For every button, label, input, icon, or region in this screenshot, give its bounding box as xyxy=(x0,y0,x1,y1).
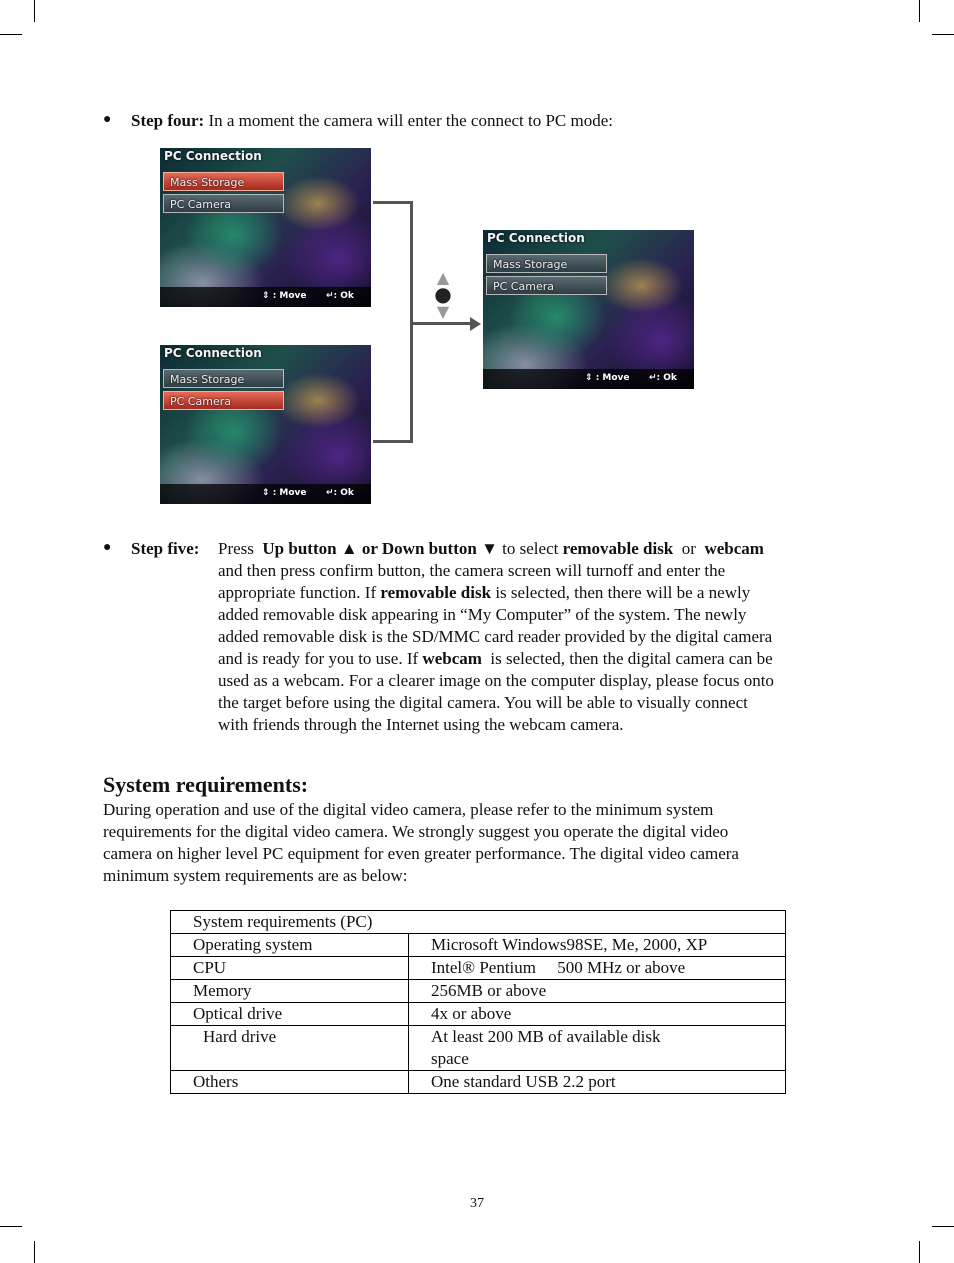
webcam-term: webcam xyxy=(704,539,764,558)
value-line: space xyxy=(431,1049,469,1068)
ok-hint: ↵: Ok xyxy=(326,291,354,301)
removable-disk-term: removable disk xyxy=(380,583,492,602)
page-number: 37 xyxy=(470,1196,484,1211)
requirement-item: Optical drive xyxy=(171,1003,409,1026)
camera-screen-default xyxy=(483,230,694,389)
paragraph-line: minimum system requirements are as below: xyxy=(103,866,408,885)
ok-label: : Ok xyxy=(333,488,354,498)
crop-mark xyxy=(932,34,954,35)
step-five-label: Step five: xyxy=(131,539,200,558)
paragraph-line: camera on higher level PC equipment for even greater performance. The digital video camera xyxy=(103,844,739,863)
step-five-line xyxy=(218,582,868,604)
paragraph-line: During operation and use of the digital video camera, please refer to the minimum system xyxy=(103,800,714,819)
mass-storage-option: Mass Storage xyxy=(163,369,284,388)
crop-mark xyxy=(0,34,22,35)
line-part: is selected, then there will be a newly xyxy=(495,583,751,602)
requirement-item: Others xyxy=(171,1071,409,1094)
crop-mark xyxy=(0,1226,22,1227)
step-five-line: used as a webcam. For a clearer image on the computer display, please focus onto xyxy=(218,671,774,690)
bullet: ● xyxy=(103,540,112,555)
requirement-value: 4x or above xyxy=(409,1003,786,1026)
requirement-item: Hard drive xyxy=(171,1026,409,1071)
requirement-item: Memory xyxy=(171,980,409,1003)
system-requirements-paragraph xyxy=(103,799,739,887)
step-five-line: added removable disk is the SD/MMC card reader provided by the digital camera xyxy=(218,627,773,646)
screen-title: PC Connection xyxy=(487,231,585,245)
removable-disk-term: removable disk xyxy=(562,539,674,558)
arrow-right-icon xyxy=(470,317,481,331)
bullet: ● xyxy=(103,112,112,127)
requirement-value xyxy=(409,1026,786,1071)
screen-footer xyxy=(160,287,371,307)
crop-mark xyxy=(919,1241,920,1263)
table-row xyxy=(171,1071,786,1094)
requirement-value: Intel® Pentium 500 MHz or above xyxy=(409,957,786,980)
pc-camera-option: PC Camera xyxy=(163,391,284,410)
table-header: System requirements (PC) xyxy=(171,911,786,934)
crop-mark xyxy=(34,1241,35,1263)
move-label: : Move xyxy=(595,373,630,383)
table-row xyxy=(171,934,786,957)
requirement-value: 256MB or above xyxy=(409,980,786,1003)
or-text: or xyxy=(681,539,696,558)
paragraph-line: requirements for the digital video camera. We strongly suggest you operate the digital video xyxy=(103,822,729,841)
camera-screen-mass-storage xyxy=(160,148,371,307)
value-line: At least 200 MB of available disk xyxy=(431,1027,661,1046)
step-five-line: added removable disk appearing in “My Computer” of the system. The newly xyxy=(218,605,747,624)
move-label: : Move xyxy=(272,488,307,498)
connector-line xyxy=(413,322,471,325)
screen-title: PC Connection xyxy=(164,149,262,163)
up-down-buttons-text: Up button ▲ or Down button ▼ xyxy=(262,539,498,558)
table-row xyxy=(171,980,786,1003)
step-four-line xyxy=(131,110,613,132)
ok-label: : Ok xyxy=(333,291,354,301)
ok-hint: ↵: Ok xyxy=(649,373,677,383)
screen-footer xyxy=(160,484,371,504)
webcam-term: webcam xyxy=(422,649,482,668)
line-part: and is ready for you to use. If xyxy=(218,649,419,668)
ok-hint: ↵: Ok xyxy=(326,488,354,498)
step-five-body xyxy=(218,560,868,736)
crop-mark xyxy=(919,0,920,22)
table-header-row xyxy=(171,911,786,934)
up-arrow-icon: ▲ xyxy=(436,268,450,287)
system-requirements-heading: System requirements: xyxy=(103,772,309,797)
to-select-text: to select xyxy=(502,539,559,558)
step-five-first-line xyxy=(218,538,764,560)
table-row xyxy=(171,1026,786,1071)
connector-line xyxy=(373,440,413,443)
requirement-item: Operating system xyxy=(171,934,409,957)
ok-label: : Ok xyxy=(656,373,677,383)
requirement-item: CPU xyxy=(171,957,409,980)
requirement-value: Microsoft Windows98SE, Me, 2000, XP xyxy=(409,934,786,957)
step-five-line: with friends through the Internet using the webcam camera. xyxy=(218,715,624,734)
press-text: Press xyxy=(218,539,254,558)
system-requirements-table xyxy=(170,910,786,1094)
line-part: appropriate function. If xyxy=(218,583,377,602)
move-hint: ⇕ : Move xyxy=(262,291,307,301)
mass-storage-option: Mass Storage xyxy=(486,254,607,273)
pc-camera-option: PC Camera xyxy=(163,194,284,213)
pc-camera-option: PC Camera xyxy=(486,276,607,295)
step-five-line xyxy=(218,648,868,670)
move-hint: ⇕ : Move xyxy=(262,488,307,498)
line-part: is selected, then the digital camera can be xyxy=(490,649,773,668)
screen-title: PC Connection xyxy=(164,346,262,360)
requirement-value: One standard USB 2.2 port xyxy=(409,1071,786,1094)
table-row xyxy=(171,1003,786,1026)
step-four-label: Step four: xyxy=(131,111,205,130)
connector-line xyxy=(373,201,413,204)
step-five-line: and then press confirm button, the camera screen will turnoff and enter the xyxy=(218,561,726,580)
move-label: : Move xyxy=(272,291,307,301)
mass-storage-option: Mass Storage xyxy=(163,172,284,191)
camera-screen-pc-camera xyxy=(160,345,371,504)
crop-mark xyxy=(34,0,35,22)
move-hint: ⇕ : Move xyxy=(585,373,630,383)
screen-footer xyxy=(483,369,694,389)
step-four-text: In a moment the camera will enter the connect to PC mode: xyxy=(208,111,614,130)
table-row xyxy=(171,957,786,980)
step-five-line: the target before using the digital camera. You will be able to visually connect xyxy=(218,693,748,712)
crop-mark xyxy=(932,1226,954,1227)
down-arrow-icon: ▼ xyxy=(436,302,450,321)
dot-icon: ● xyxy=(434,282,452,306)
